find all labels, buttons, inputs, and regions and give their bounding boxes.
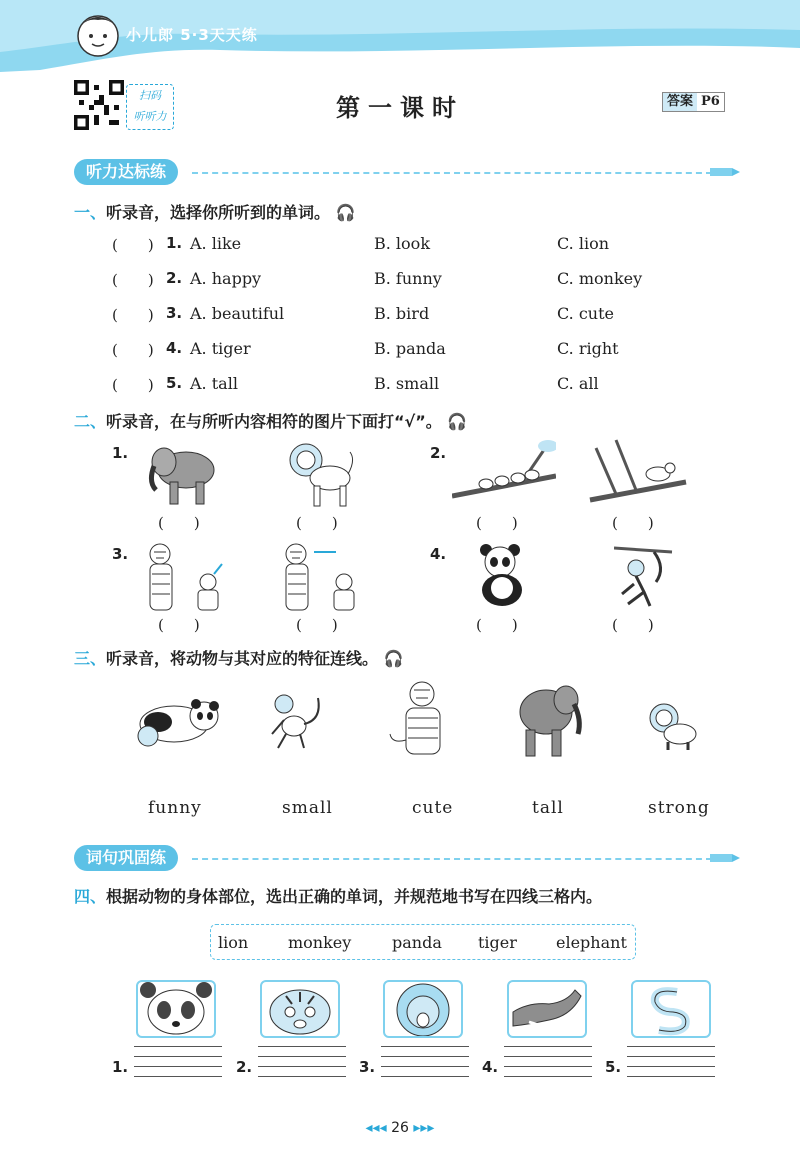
option-c: C. monkey (557, 269, 643, 288)
writing-lines[interactable] (381, 1046, 469, 1086)
question-number: 2. (166, 269, 183, 287)
section-divider (192, 858, 712, 860)
option-b: B. look (374, 234, 431, 253)
writing-lines[interactable] (627, 1046, 715, 1086)
answer-blank[interactable]: ( ) (112, 271, 154, 289)
trait-word[interactable]: strong (648, 798, 710, 818)
word-bank-item: monkey (288, 933, 352, 952)
group-number: 1. (112, 444, 129, 462)
answer-blank[interactable]: ( ) (112, 376, 154, 394)
monkey-tail-frame (631, 980, 711, 1038)
question-number: 1. (166, 234, 183, 252)
tigers-icon[interactable] (144, 542, 230, 612)
answer-blank[interactable]: ( ) (296, 616, 338, 634)
option-a: A. beautiful (190, 304, 285, 323)
headphone-icon[interactable]: 🎧 (447, 412, 468, 431)
page-title: 第一课时 (336, 94, 464, 122)
bird-on-tree-icon[interactable] (586, 438, 690, 506)
writing-lines[interactable] (134, 1046, 222, 1086)
monkey-icon[interactable] (268, 690, 326, 752)
trait-word[interactable]: small (282, 798, 333, 818)
question-number: 4. (166, 339, 183, 357)
question-number: 4. (482, 1058, 499, 1076)
option-a: A. tiger (190, 339, 251, 358)
q4-heading: 四、根据动物的身体部位，选出正确的单词，并规范地书写在四线三格内。 (74, 887, 603, 906)
page-number-footer (0, 1120, 800, 1136)
option-a: A. happy (190, 269, 262, 288)
headphone-icon[interactable]: 🎧 (383, 649, 404, 668)
list-item (112, 304, 154, 325)
panda-icon[interactable] (474, 542, 530, 608)
question-number: 3. (359, 1058, 376, 1076)
q1-heading: 一、听录音，选择你所听到的单词。 🎧 (74, 203, 356, 222)
tiger-face-icon (262, 982, 338, 1036)
lion-icon[interactable] (648, 702, 700, 752)
list-item (112, 269, 154, 290)
panda-face-frame (136, 980, 216, 1038)
word-bank-item: panda (392, 933, 442, 952)
answer-blank[interactable]: ( ) (112, 236, 154, 254)
answer-blank[interactable]: ( ) (612, 514, 654, 532)
answer-badge[interactable] (662, 92, 725, 112)
panda-face-icon (138, 982, 214, 1036)
monkey-tail-icon (633, 982, 709, 1036)
trait-word[interactable]: cute (412, 798, 454, 818)
q2-heading: 二、听录音，在与所听内容相符的图片下面打“√”。 🎧 (74, 412, 468, 431)
question-number: 2. (236, 1058, 253, 1076)
trait-word[interactable]: funny (148, 798, 202, 818)
answer-blank[interactable]: ( ) (476, 514, 518, 532)
answer-blank[interactable]: ( ) (158, 616, 200, 634)
option-c: C. right (557, 339, 619, 358)
answer-page: P6 (701, 94, 720, 109)
elephant-trunk-frame (507, 980, 587, 1038)
birds-on-branch-icon[interactable] (452, 438, 556, 504)
elephant-icon[interactable] (146, 440, 222, 508)
answer-blank[interactable]: ( ) (112, 306, 154, 324)
option-b: B. funny (374, 269, 442, 288)
headphone-icon[interactable]: 🎧 (335, 203, 356, 222)
option-a: A. like (190, 234, 242, 253)
pencil-icon (710, 165, 740, 179)
trait-word[interactable]: tall (532, 798, 564, 818)
option-c: C. lion (557, 234, 610, 253)
option-b: B. bird (374, 304, 430, 323)
option-b: B. panda (374, 339, 446, 358)
prev-arrows-icon: ◂◂◂ (365, 1120, 392, 1136)
section-consolidate-label: 词句巩固练 (74, 845, 178, 871)
lion-face-frame (383, 980, 463, 1038)
group-number: 4. (430, 545, 447, 563)
group-number: 2. (430, 444, 447, 462)
writing-lines[interactable] (258, 1046, 346, 1086)
option-c: C. all (557, 374, 599, 393)
tigers-icon[interactable] (280, 542, 366, 612)
question-number: 1. (112, 1058, 129, 1076)
scan-to-listen-label: 扫码 听听力 (126, 84, 174, 130)
lion-icon[interactable] (286, 440, 356, 508)
monkey-icon[interactable] (614, 542, 674, 612)
section-divider (192, 172, 712, 174)
word-bank-item: lion (218, 933, 249, 952)
answer-blank[interactable]: ( ) (296, 514, 338, 532)
brand-title: 小儿郎 5·3天天练 (126, 26, 258, 44)
panda-icon[interactable] (128, 692, 220, 750)
answer-blank[interactable]: ( ) (158, 514, 200, 532)
question-number: 3. (166, 304, 183, 322)
tiger-face-frame (260, 980, 340, 1038)
header-band (0, 0, 800, 72)
list-item (112, 234, 154, 255)
word-bank-item: tiger (478, 933, 517, 952)
question-number: 5. (166, 374, 183, 392)
elephant-icon[interactable] (516, 680, 588, 758)
pencil-icon (710, 851, 740, 865)
group-number: 3. (112, 545, 129, 563)
list-item (112, 374, 154, 395)
answer-blank[interactable]: ( ) (112, 341, 154, 359)
writing-lines[interactable] (504, 1046, 592, 1086)
option-a: A. tall (190, 374, 238, 393)
answer-blank[interactable]: ( ) (612, 616, 654, 634)
q3-heading: 三、听录音，将动物与其对应的特征连线。 🎧 (74, 649, 404, 668)
question-number: 5. (605, 1058, 622, 1076)
option-b: B. small (374, 374, 440, 393)
option-c: C. cute (557, 304, 615, 323)
list-item (112, 339, 154, 360)
answer-blank[interactable]: ( ) (476, 616, 518, 634)
elephant-trunk-icon (509, 982, 585, 1036)
answer-label: 答案 (663, 93, 697, 111)
word-bank-item: elephant (556, 933, 627, 952)
lion-face-icon (385, 982, 461, 1036)
tiger-icon[interactable] (388, 680, 450, 756)
page-number: 26 (391, 1120, 409, 1136)
next-arrows-icon: ▸▸▸ (413, 1120, 435, 1136)
section-listening-label: 听力达标练 (74, 159, 178, 185)
